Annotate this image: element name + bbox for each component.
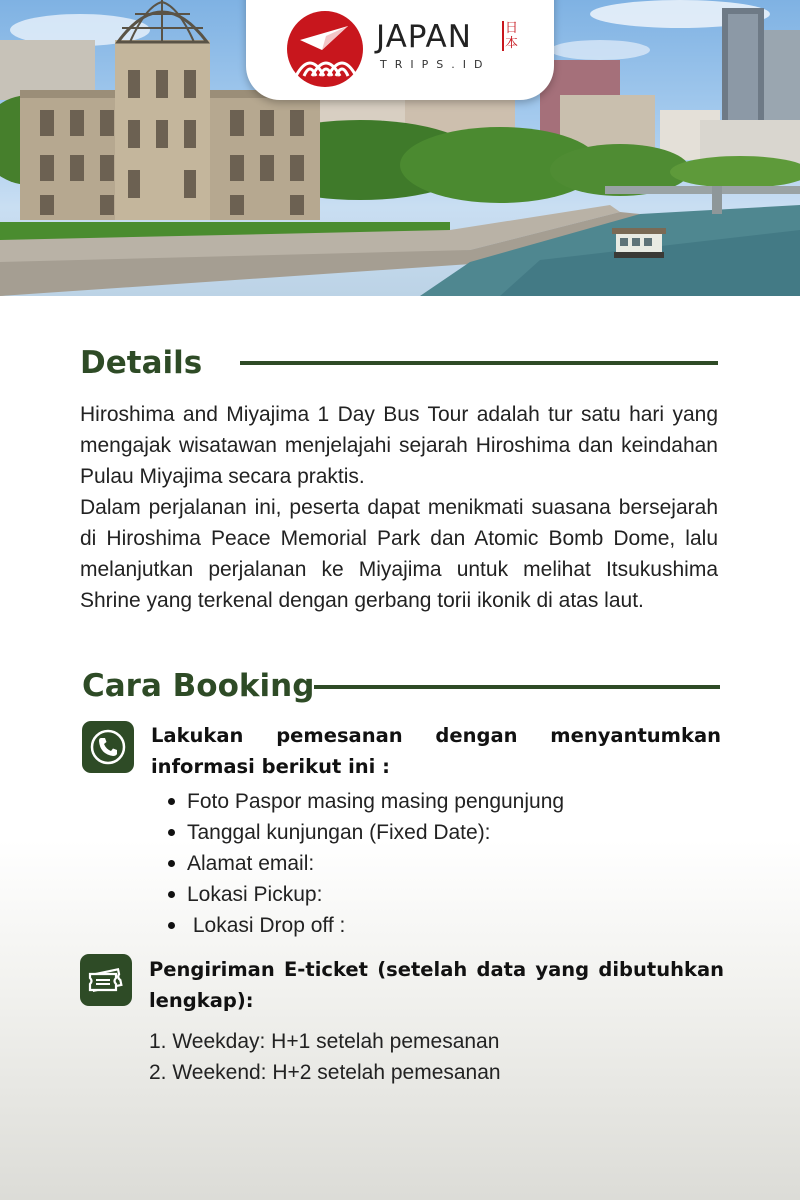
booking-step2-list [149, 1026, 501, 1088]
brand-logo-card [246, 0, 554, 100]
booking-step2-heading: Pengiriman E-ticket (setelah data yang dibutuhkan lengkap): [149, 958, 724, 1012]
list-item: 1. Weekday: H+1 setelah pemesanan [149, 1030, 500, 1053]
brand-wordmark: JAPAN [376, 19, 472, 55]
list-item: Lokasi Pickup: [160, 879, 564, 910]
phone-icon [82, 721, 134, 773]
booking-title: Cara Booking [82, 668, 315, 704]
list-item: Lokasi Drop off : [160, 910, 564, 941]
details-divider [240, 361, 718, 365]
details-text [80, 399, 718, 616]
ticket-icon [80, 954, 132, 1006]
booking-step1-heading: Lakukan pemesanan dengan menyantumkan informasi berikut ini : [151, 724, 721, 778]
brand-logo-icon [286, 10, 364, 88]
booking-divider [314, 685, 720, 689]
list-item: Tanggal kunjungan (Fixed Date): [160, 817, 564, 848]
brand-kanji: 日本 [502, 21, 518, 51]
brand-subtitle: TRIPS.ID [380, 58, 491, 71]
details-paragraph-1: Hiroshima and Miyajima 1 Day Bus Tour adalah tur satu hari yang mengajak wisatawan menjelajahi sejarah Hiroshima dan keindahan Pulau Miyajima secara praktis. [80, 403, 718, 488]
list-item: 2. Weekend: H+2 setelah pemesanan [149, 1061, 501, 1084]
list-item: Alamat email: [160, 848, 564, 879]
booking-step1-list [160, 786, 564, 941]
list-item: Foto Paspor masing masing pengunjung [160, 786, 564, 817]
details-title: Details [80, 345, 203, 381]
details-paragraph-2: Dalam perjalanan ini, peserta dapat menikmati suasana bersejarah di Hiroshima Peace Memorial Park dan Atomic Bomb Dome, lalu melanjutkan perjalanan ke Miyajima untuk melihat Itsukushima Shrine yang terkenal dengan gerbang torii ikonik di atas laut. [80, 496, 718, 612]
